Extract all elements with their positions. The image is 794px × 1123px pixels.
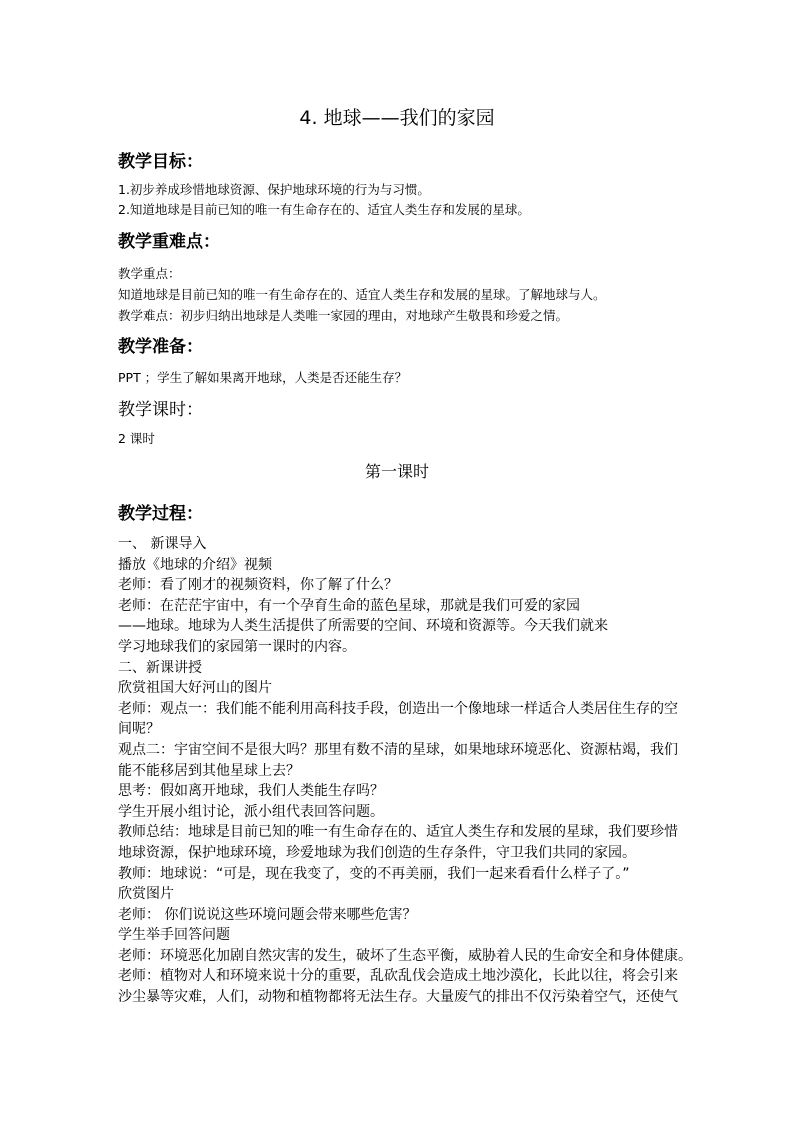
process-line: ——地球。地球为人类生活提供了所需要的空间、环境和资源等。今天我们就来 [118,618,608,635]
process-line: 学生开展小组讨论，派小组代表回答问题。 [118,803,384,820]
process-line: 老师：观点一：我们能不能利用高科技手段，创造出一个像地球一样适合人类居住生存的空 [118,700,678,717]
process-line: 老师：在茫茫宇宙中，有一个孕育生命的蓝色星球，那就是我们可爱的家园 [118,597,580,614]
key-points-heading: 教学重难点： [118,232,220,252]
process-line: 老师：植物对人和环境来说十分的重要，乱砍乱伐会造成土地沙漠化，长此以往，将会引来 [118,968,678,985]
process-line: 学生举手回答问题 [118,927,230,944]
preparation-heading: 教学准备： [118,337,203,357]
process-line: 欣赏图片 [118,886,174,903]
difficult-points-text: 教学难点：初步归纳出地球是人类唯一家园的理由，对地球产生敬畏和珍爱之情。 [118,308,569,323]
process-line: 地球资源，保护地球环境，珍爱地球为我们创造的生存条件，守卫我们共同的家园。 [118,844,636,861]
document-title: 4. 地球——我们的家园 [299,107,495,129]
process-line: 老师： 你们说说这些环境问题会带来哪些危害？ [118,906,417,923]
process-line: 二、新课讲授 [118,659,202,676]
process-line: 播放《地球的介绍》视频 [118,556,272,573]
process-line: 学习地球我们的家园第一课时的内容。 [118,638,356,655]
preparation-text: PPT ；学生了解如果离开地球，人类是否还能生存？ [118,370,408,385]
process-line: 一、 新课导入 [118,536,207,552]
key-points-text: 知道地球是目前已知的唯一有生命存在的、适宜人类生存和发展的星球。了解地球与人。 [118,287,606,302]
process-line: 老师：看了刚才的视频资料，你了解了什么？ [118,577,398,594]
process-body [118,534,692,1008]
objective-item-1: 1.初步养成珍惜地球资源、保护地球环境的行为与习惯。 [118,182,430,197]
process-line: 沙尘暴等灾难，人们，动物和植物都将无法生存。大量废气的排出不仅污染着空气，还使气 [118,989,678,1006]
process-line: 观点二：宇宙空间不是很大吗？那里有数不清的星球，如果地球环境恶化、资源枯竭，我们 [118,741,678,758]
hours-text: 2 课时 [118,431,155,446]
process-line: 间呢？ [118,721,160,738]
process-line: 欣赏祖国大好河山的图片 [118,680,272,697]
process-line: 教师总结：地球是目前已知的唯一有生命存在的、适宜人类生存和发展的星球，我们要珍惜 [118,824,678,841]
process-line: 教师：地球说：“可是，现在我变了，变的不再美丽，我们一起来看看什么样子了。” [118,865,630,882]
objectives-heading: 教学目标： [118,152,203,172]
hours-heading: 教学课时： [118,400,203,420]
key-points-label: 教学重点： [118,266,181,281]
process-line: 能不能移居到其他星球上去？ [118,762,300,779]
process-line: 老师：环境恶化加剧自然灾害的发生，破坏了生态平衡，威胁着人民的生命安全和身体健康。 [118,947,692,964]
process-line: 思考：假如离开地球，我们人类能生存吗？ [118,783,384,800]
objective-item-2: 2.知道地球是目前已知的唯一有生命存在的、适宜人类生存和发展的星球。 [118,202,530,217]
lesson-title: 第一课时 [364,462,429,481]
process-heading: 教学过程： [118,504,203,524]
